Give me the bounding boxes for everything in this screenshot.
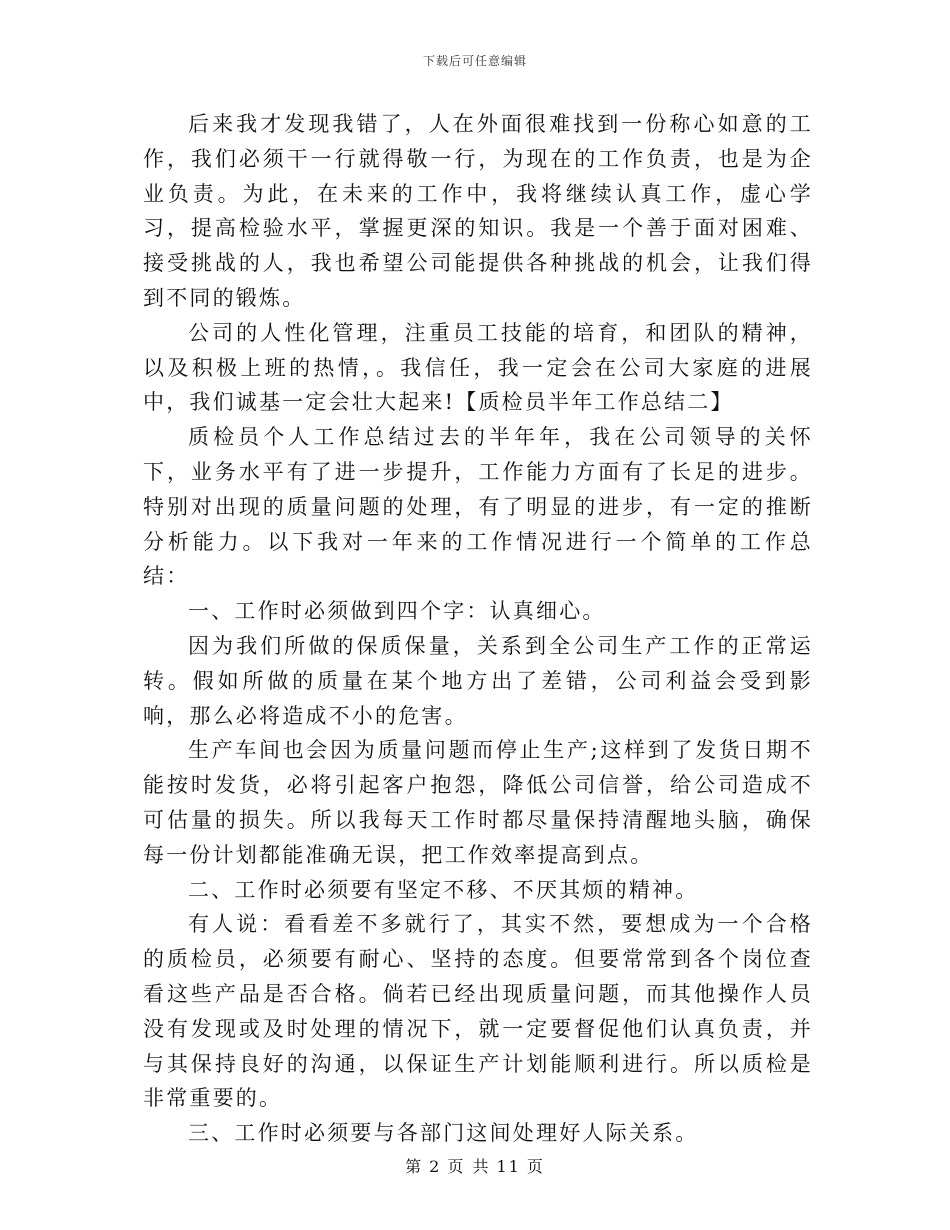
footer-suffix: 页 [526,1157,545,1176]
page-footer [0,1154,950,1177]
paragraph-3: 质检员个人工作总结过去的半年年，我在公司领导的关怀下，业务水平有了进一步提升，工作能力方面有了长足的进步。特别对出现的质量问题的处理，有了明显的进步，有一定的推断分析能力。以下我对一年来的工作情况进行一个简单的工作总结： [143,425,813,589]
paragraph-2: 公司的人性化管理，注重员工技能的培育，和团队的精神，以及积极上班的热情，。我信任，我一定会在公司大家庭的进展中，我们诚基一定会壮大起来!【质检员半年工作总结二】 [143,320,813,415]
paragraph-4: 因为我们所做的保质保量，关系到全公司生产工作的正常运转。假如所做的质量在某个地方出了差错，公司利益会受到影响，那么必将造成不小的危害。 [143,633,813,728]
section-heading-2: 二、工作时必须要有坚定不移、不厌其烦的精神。 [188,877,699,902]
paragraph-6: 有人说：看看差不多就行了，其实不然，要想成为一个合格的质检员，必须要有耐心、坚持的态度。但要常常到各个岗位查看这些产品是否合格。倘若已经出现质量问题，而其他操作人员没有发现或及时处理的情况下，就一定要督促他们认真负责，并与其保持良好的沟通，以保证生产计划能顺利进行。所以质检是非常重要的。 [143,912,813,1111]
section-heading-3: 三、工作时必须要与各部门这间处理好人际关系。 [188,1121,699,1146]
page-header: 下载后可任意编辑 [422,54,527,68]
footer-prefix: 第 [405,1157,424,1176]
footer-middle: 页 共 [447,1157,491,1176]
section-heading-1: 一、工作时必须做到四个字：认真细心。 [188,599,606,624]
document-body [143,107,813,1151]
paragraph-1: 后来我才发现我错了，人在外面很难找到一份称心如意的工作，我们必须干一行就得敬一行，为现在的工作负责，也是为企业负责。为此，在未来的工作中，我将继续认真工作，虚心学习，提高检验水平，掌握更深的知识。我是一个善于面对困难、接受挑战的人，我也希望公司能提供各种挑战的机会，让我们得到不同的锻炼。 [143,112,813,310]
current-page-number: 2 [429,1157,442,1176]
total-pages-number: 11 [496,1157,521,1176]
paragraph-5: 生产车间也会因为质量问题而停止生产;这样到了发货日期不能按时发货，必将引起客户抱怨，降低公司信誉，给公司造成不可估量的损失。所以我每天工作时都尽量保持清醒地头脑，确保每一份计划都能准确无误，把工作效率提高到点。 [143,738,813,867]
